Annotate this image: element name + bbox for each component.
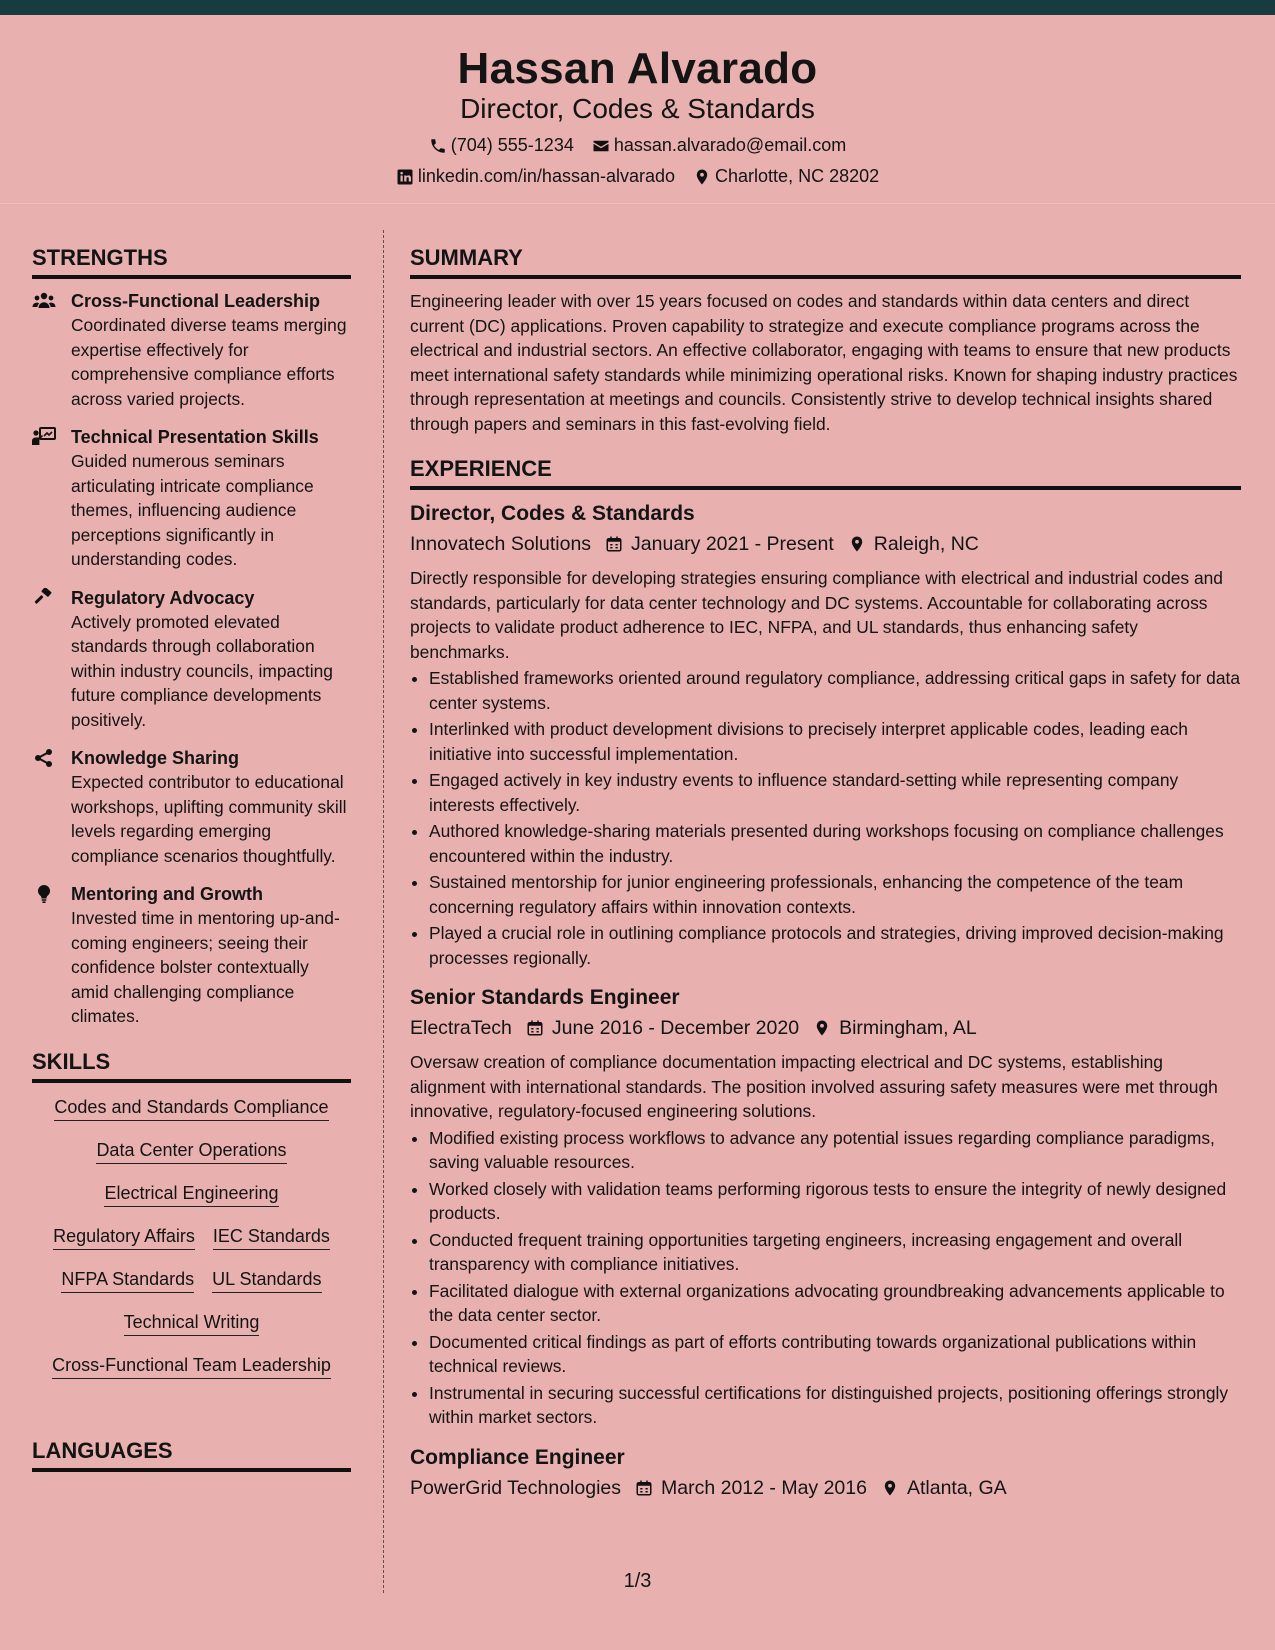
phone-text: (704) 555-1234 — [450, 135, 574, 155]
bullet-item: • Documented critical findings as part of efforts contributing towards organizational publications within technical reviews. — [429, 1330, 1241, 1379]
gavel-icon — [32, 588, 56, 608]
bullet-item: • Worked closely with validation teams performing rigorous tests to ensure the integrity of newly designed products. — [429, 1177, 1241, 1226]
strength-description: Coordinated diverse teams merging expertise effectively for comprehensive compliance efforts across varied projects. — [71, 315, 347, 409]
skills-list — [32, 1097, 351, 1398]
map-pin-icon — [813, 1019, 831, 1037]
strength-title: Knowledge Sharing — [71, 748, 240, 768]
strength-item — [32, 425, 351, 572]
dates-text: June 2016 - December 2020 — [551, 1017, 800, 1039]
strength-description: Invested time in mentoring up-and-coming engineers; seeing their confidence bolster contextually amid challenging compliance climates. — [71, 908, 340, 1026]
bullet-item: • Sustained mentorship for junior engineering professionals, enhancing the competence of the team concerning regulatory affairs within innovation contexts. — [429, 870, 1241, 919]
location-text: Raleigh, NC — [873, 533, 979, 555]
location-text: Atlanta, GA — [906, 1476, 1007, 1499]
strengths-list — [32, 289, 351, 1029]
job-meta — [410, 1014, 1241, 1042]
skills-heading: SKILLS — [32, 1049, 351, 1083]
column-divider — [383, 230, 384, 1593]
job-location — [848, 530, 979, 558]
strength-title: Regulatory Advocacy — [71, 587, 255, 608]
skill-tag: Codes and Standards Compliance — [54, 1097, 328, 1121]
experience-heading: EXPERIENCE — [410, 456, 1241, 490]
phone-icon — [429, 137, 447, 155]
job-entry — [410, 984, 1241, 1430]
summary-section — [410, 245, 1241, 436]
share-icon — [32, 748, 56, 768]
right-column — [410, 245, 1241, 1502]
calendar-icon — [635, 1479, 653, 1497]
job-dates — [526, 1014, 799, 1042]
linkedin-text: linkedin.com/in/hassan-alvarado — [417, 166, 676, 186]
languages-heading: LANGUAGES — [32, 1438, 351, 1472]
skill-tag: Cross-Functional Team Leadership — [52, 1355, 331, 1379]
job-description: Oversaw creation of compliance documentation impacting electrical and DC systems, establishing alignment with international standards. The position involved assuring safety measures were met through innovative, regulatory-focused engineering solutions. — [410, 1052, 1218, 1121]
skill-tag: Regulatory Affairs — [53, 1226, 195, 1250]
dates-text: January 2021 - Present — [631, 533, 834, 555]
map-pin-icon — [693, 168, 711, 186]
calendar-icon — [526, 1019, 544, 1037]
job-meta — [410, 530, 1241, 558]
page-indicator: 1/3 — [623, 1570, 652, 1592]
linkedin-contact[interactable] — [396, 166, 675, 187]
job-dates — [605, 530, 834, 558]
job-meta — [410, 1474, 1241, 1502]
bullet-item: • Authored knowledge-sharing materials presented during workshops focusing on compliance challenges encountered within the industry. — [429, 819, 1241, 868]
map-pin-icon — [848, 535, 866, 553]
email-contact[interactable] — [592, 135, 846, 156]
strength-item — [32, 289, 351, 411]
phone-contact — [429, 135, 574, 156]
bullet-item: • Played a crucial role in outlining compliance protocols and strategies, driving improved decision-making processes regionally. — [429, 921, 1241, 970]
linkedin-icon — [396, 168, 414, 186]
languages-section — [32, 1438, 351, 1472]
job-title: Director, Codes & Standards — [410, 502, 695, 525]
job-bullets — [410, 666, 1241, 970]
lightbulb-icon — [32, 884, 56, 904]
skill-tag: Technical Writing — [124, 1312, 260, 1336]
job-company — [410, 530, 591, 558]
strength-title: Technical Presentation Skills — [71, 427, 319, 447]
contact-line-2 — [0, 166, 1275, 187]
dates-text: March 2012 - May 2016 — [661, 1476, 867, 1499]
job-company — [410, 1474, 621, 1502]
job-entry — [410, 500, 1241, 970]
skill-tag: IEC Standards — [213, 1226, 330, 1250]
summary-text: Engineering leader with over 15 years focused on codes and standards within data centers and direct current (DC) applications. Proven capability to strategize and execute compliance programs across the electrical and industrial sectors. An effective collaborator, engaging with teams to ensure that new products meet international safety standards while minimizing operational risks. Known for shaping industry practices through representation at meetings and councils. Consistently strive to develop technical insights shared through papers and seminars in this fast-evolving field. — [410, 291, 1238, 434]
bullet-item: • Engaged actively in key industry events to influence standard-setting while representing company interests effectively. — [429, 768, 1241, 817]
strength-item — [32, 746, 351, 868]
bullet-item: • Facilitated dialogue with external organizations advocating groundbreaking advancements applicable to the data center sector. — [429, 1279, 1241, 1328]
skill-tag: Electrical Engineering — [104, 1183, 278, 1207]
strength-title: Mentoring and Growth — [71, 884, 263, 904]
bullet-item: • Conducted frequent training opportunities targeting engineers, increasing engagement and overall transparency with compliance initiatives. — [429, 1228, 1241, 1277]
job-company — [410, 1014, 512, 1042]
skill-tag: NFPA Standards — [61, 1269, 194, 1293]
job-entry — [410, 1444, 1241, 1502]
candidate-title: Director, Codes & Standards — [460, 93, 815, 124]
job-description: Directly responsible for developing strategies ensuring compliance with electrical and industrial codes and standards, particularly for data center technology and DC systems. Accountable for collaborating across projects to validate product adherence to IEC, NFPA, and UL standards, thus enhancing safety benchmarks. — [410, 568, 1223, 662]
company-name: PowerGrid Technologies — [410, 1476, 622, 1499]
bullet-item: • Instrumental in securing successful certifications for distinguished projects, positioning offerings strongly within market sectors. — [429, 1381, 1241, 1430]
strengths-heading: STRENGTHS — [32, 245, 351, 279]
strength-description: Expected contributor to educational workshops, uplifting community skill levels regarding emerging compliance scenarios thoughtfully. — [71, 772, 347, 866]
left-column — [32, 245, 351, 1472]
job-location — [881, 1474, 1007, 1502]
skills-section — [32, 1049, 351, 1398]
experience-section — [410, 456, 1241, 1502]
company-name: Innovatech Solutions — [410, 533, 592, 555]
strength-description: Actively promoted elevated standards through collaboration within industry councils, impacting future compliance developments positively. — [71, 611, 333, 730]
envelope-icon — [592, 137, 610, 155]
job-title: Senior Standards Engineer — [410, 986, 680, 1009]
presentation-icon — [32, 427, 56, 447]
location-contact — [693, 166, 879, 187]
calendar-icon — [605, 535, 623, 553]
job-bullets — [410, 1126, 1241, 1430]
users-icon — [32, 291, 56, 311]
strength-description: Guided numerous seminars articulating intricate compliance themes, influencing audience perceptions significantly in understanding codes. — [71, 451, 314, 569]
company-name: ElectraTech — [410, 1017, 512, 1039]
job-title: Compliance Engineer — [410, 1445, 625, 1469]
strength-item — [32, 882, 351, 1029]
bullet-item: • Established frameworks oriented around regulatory compliance, addressing critical gaps in safety for data center systems. — [429, 666, 1241, 715]
strength-item — [32, 586, 351, 733]
top-accent-bar — [0, 0, 1275, 15]
map-pin-icon — [881, 1479, 899, 1497]
contact-line-1 — [0, 135, 1275, 156]
job-dates — [635, 1474, 867, 1502]
location-text: Charlotte, NC 28202 — [715, 166, 880, 186]
location-text: Birmingham, AL — [839, 1017, 977, 1039]
resume-header — [0, 15, 1275, 204]
skill-tag: UL Standards — [212, 1269, 321, 1293]
bullet-item: • Interlinked with product development divisions to precisely interpret applicable codes, leading each initiative into successful implementation. — [429, 717, 1241, 766]
strength-title: Cross-Functional Leadership — [71, 291, 321, 311]
email-text: hassan.alvarado@email.com — [613, 135, 847, 155]
bullet-item: • Modified existing process workflows to advance any potential issues regarding compliance paradigms, saving valuable resources. — [429, 1126, 1241, 1175]
strengths-section — [32, 245, 351, 1029]
summary-heading: SUMMARY — [410, 245, 1241, 279]
job-location — [813, 1014, 977, 1042]
skill-tag: Data Center Operations — [96, 1140, 286, 1164]
candidate-name: Hassan Alvarado — [457, 44, 818, 93]
